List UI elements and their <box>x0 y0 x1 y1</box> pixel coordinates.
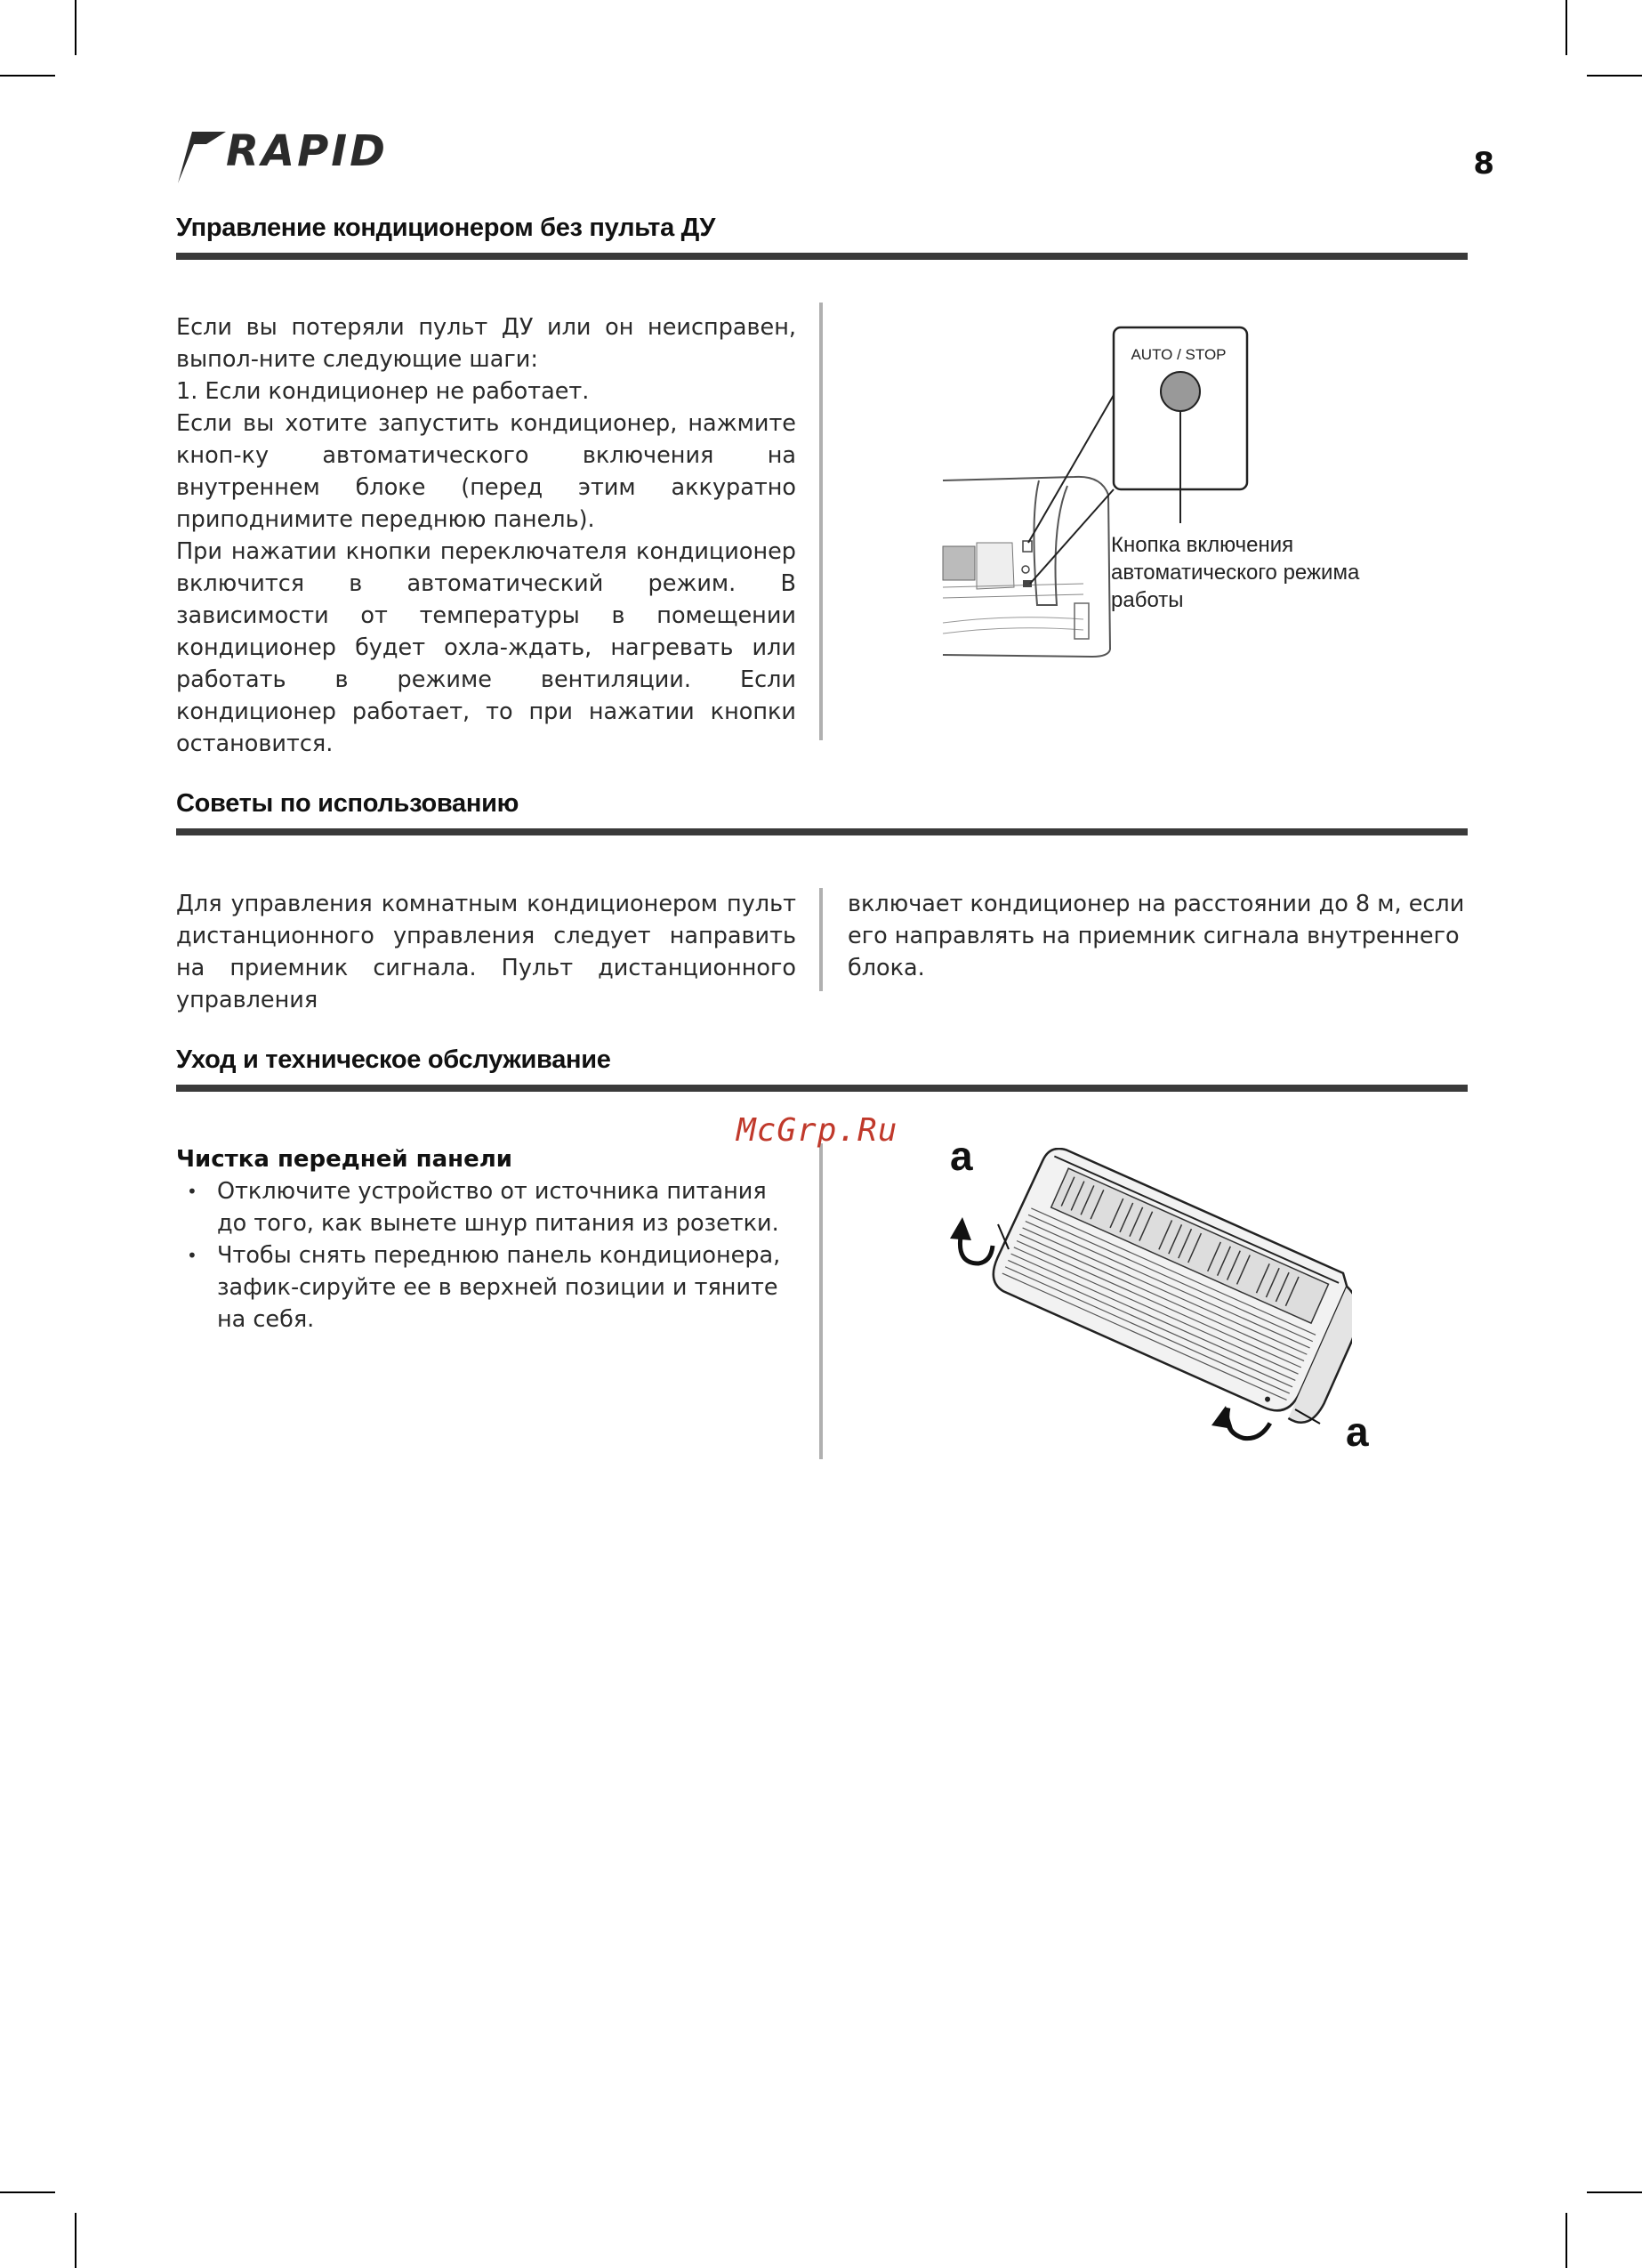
auto-button-caption: Кнопка включения автоматического режима работы <box>1111 533 1360 612</box>
label-a-bottom: a <box>1346 1408 1369 1455</box>
section-rule <box>176 253 1468 260</box>
column-divider <box>819 888 823 991</box>
tips-text-left: Для управления комнатным кондиционером пульт дистанционного управления следует направить на приемник сигнала. Пульт дистанционного управления <box>176 891 796 1013</box>
bullet-item: • Отключите устройство от источника питания до того, как вынете шнур питания из розетки. <box>196 1175 801 1239</box>
crop-mark <box>1587 2191 1642 2193</box>
brand-name: RAPID <box>226 126 388 176</box>
section-title-manual-control: Управление кондиционером без пульта ДУ <box>176 214 716 242</box>
crop-mark <box>1566 2213 1567 2268</box>
watermark: McGrp.Ru <box>736 1112 898 1149</box>
crop-mark <box>0 75 55 77</box>
indoor-unit-diagram <box>943 1148 1352 1486</box>
bullet-item: • Чтобы снять переднюю панель кондиционера, зафик-сируйте ее в верхней позиции и тяните на себя. <box>196 1239 801 1336</box>
section-title-maintenance: Уход и техническое обслуживание <box>176 1045 611 1074</box>
crop-mark <box>1566 0 1567 55</box>
paragraph: 1. Если кондиционер не работает. <box>176 378 590 405</box>
crop-mark <box>75 0 76 55</box>
page-number: 8 <box>1473 146 1494 182</box>
crop-mark <box>75 2213 76 2268</box>
section-rule <box>176 828 1468 835</box>
column-divider <box>819 303 823 740</box>
crop-mark <box>1587 75 1642 77</box>
section-title-tips: Советы по использованию <box>176 789 519 818</box>
brand-logo <box>174 125 415 185</box>
tips-text-right: включает кондиционер на расстоянии до 8 м, если его направлять на приемник сигнала внутреннего блока. <box>848 891 1465 981</box>
paragraph: Если вы хотите запустить кондиционер, нажмите кноп-ку автоматического включения на внутреннем блоке (перед этим аккуратно приподнимите переднюю панель). <box>176 410 796 533</box>
section-rule <box>176 1085 1468 1092</box>
crop-mark <box>0 2191 55 2193</box>
column-divider <box>819 1143 823 1459</box>
manual-control-text <box>176 311 796 760</box>
auto-stop-label: AUTO / STOP <box>1131 346 1227 363</box>
subsection-title: Чистка передней панели <box>176 1146 513 1173</box>
label-a-top: a <box>950 1133 973 1179</box>
paragraph: При нажатии кнопки переключателя кондиционер включится в автоматический режим. В зависимости от температуры в помещении кондиционер будет охла-ждать, нагревать или работать в режиме вентиляции. Если кондиционер работает, то при нажатии кнопки остановится. <box>176 538 796 757</box>
brand-swoosh-icon <box>174 125 228 185</box>
paragraph: Если вы потеряли пульт ДУ или он неисправен, выпол-ните следующие шаги: <box>176 314 796 373</box>
maintenance-text <box>176 1143 801 1336</box>
